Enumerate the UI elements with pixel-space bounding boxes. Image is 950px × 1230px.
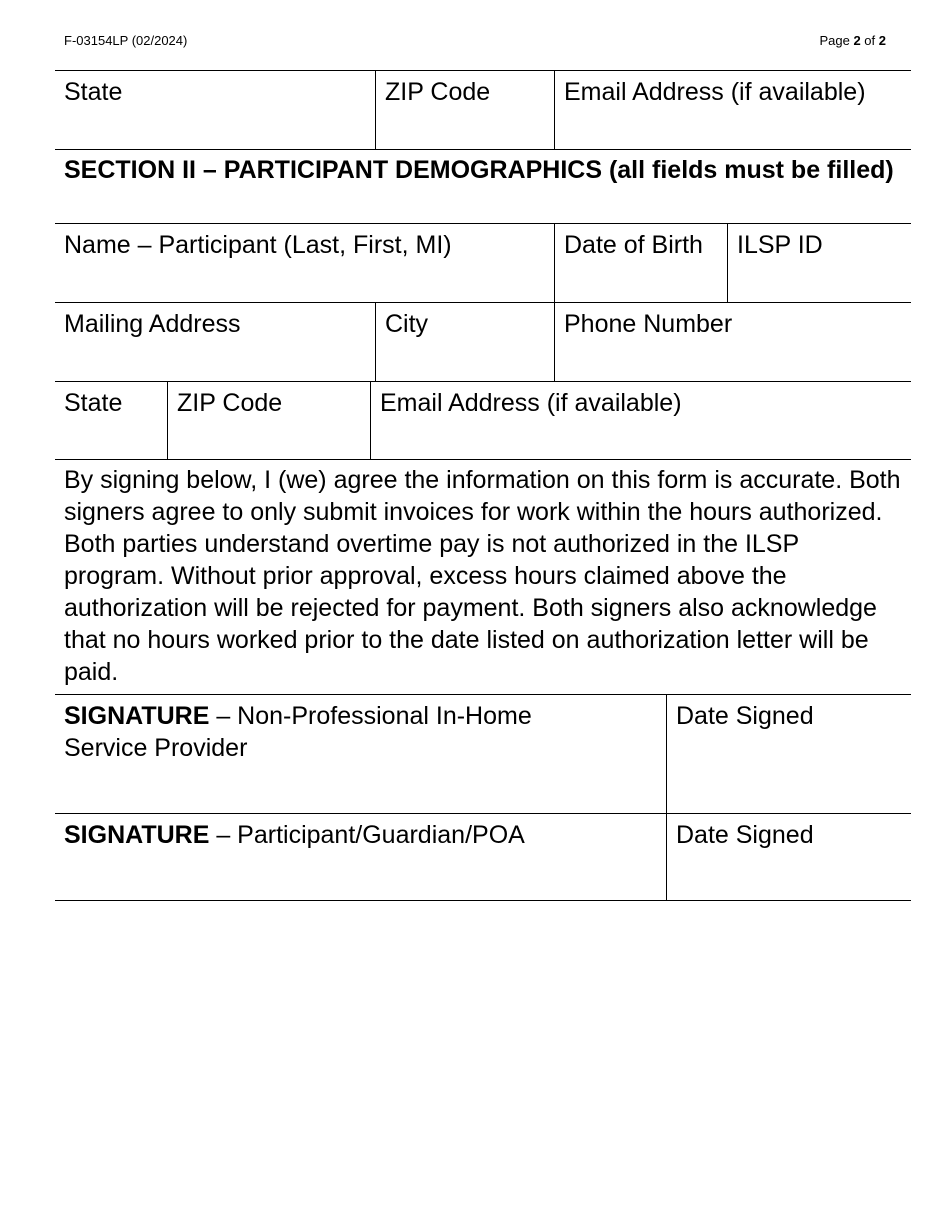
- attestation-statement: By signing below, I (we) agree the information on this form is accurate. Both signers agree to only submit invoices for work within the hours authorized. Both parties understand overtime pay is not authorized in the ILSP program. Without prior approval, excess hours claimed above the authorization will be rejected for payment. Both signers also acknowledge that no hours worked prior to the date listed on authorization letter will be paid.: [64, 466, 901, 686]
- participant-phone-label: Phone Number: [564, 310, 733, 338]
- provider-state-label: State: [64, 78, 123, 106]
- page-of: of: [864, 33, 876, 48]
- participant-state-field[interactable]: [55, 382, 168, 459]
- participant-name-field[interactable]: [55, 224, 555, 302]
- participant-date-signed-label: Date Signed: [676, 821, 814, 849]
- section-2-header: [55, 149, 911, 223]
- participant-signature-field[interactable]: [55, 814, 667, 900]
- page-indicator: [819, 33, 886, 49]
- participant-signature-label: SIGNATURE: [64, 821, 210, 849]
- provider-signature-field[interactable]: [55, 695, 667, 813]
- participant-mailing-address-field[interactable]: [55, 303, 376, 381]
- provider-email-label: Email Address (if available): [564, 78, 866, 106]
- participant-row-2: [55, 302, 911, 381]
- participant-state-label: State: [64, 389, 123, 417]
- provider-contact-row: [55, 70, 911, 149]
- provider-signature-label: SIGNATURE: [64, 702, 210, 730]
- participant-signature-desc: – Participant/Guardian/POA: [209, 821, 525, 849]
- attestation-block: [55, 459, 911, 694]
- provider-email-field[interactable]: [554, 71, 911, 149]
- participant-zip-label: ZIP Code: [177, 389, 283, 417]
- participant-dob-label: Date of Birth: [564, 231, 703, 259]
- participant-date-signed-field[interactable]: [666, 814, 911, 900]
- participant-zip-field[interactable]: [167, 382, 371, 459]
- participant-row-3: [55, 381, 911, 459]
- provider-date-signed-label: Date Signed: [676, 702, 814, 730]
- participant-city-field[interactable]: [375, 303, 555, 381]
- section-2-title: SECTION II – PARTICIPANT DEMOGRAPHICS (all fields must be filled): [64, 156, 894, 184]
- form-number: F-03154LP (02/2024): [64, 33, 188, 48]
- participant-signature-row: [55, 813, 911, 901]
- provider-date-signed-field[interactable]: [666, 695, 911, 813]
- participant-mailing-address-label: Mailing Address: [64, 310, 241, 338]
- participant-ilsp-id-label: ILSP ID: [737, 231, 823, 259]
- participant-email-field[interactable]: [370, 382, 911, 459]
- page-label: Page: [819, 33, 850, 48]
- provider-signature-desc: – Non-Professional In-Home Service Provider: [64, 702, 532, 762]
- provider-state-field[interactable]: [55, 71, 376, 149]
- page-current: 2: [853, 33, 861, 48]
- page-total: 2: [878, 33, 886, 48]
- participant-dob-field[interactable]: [554, 224, 728, 302]
- participant-ilsp-id-field[interactable]: [727, 224, 911, 302]
- participant-row-1: [55, 223, 911, 302]
- provider-signature-row: [55, 694, 911, 813]
- provider-zip-field[interactable]: [375, 71, 555, 149]
- participant-phone-field[interactable]: [554, 303, 911, 381]
- participant-city-label: City: [385, 310, 429, 338]
- participant-name-label: Name – Participant (Last, First, MI): [64, 231, 452, 259]
- participant-email-label: Email Address (if available): [380, 389, 682, 417]
- provider-zip-label: ZIP Code: [385, 78, 491, 106]
